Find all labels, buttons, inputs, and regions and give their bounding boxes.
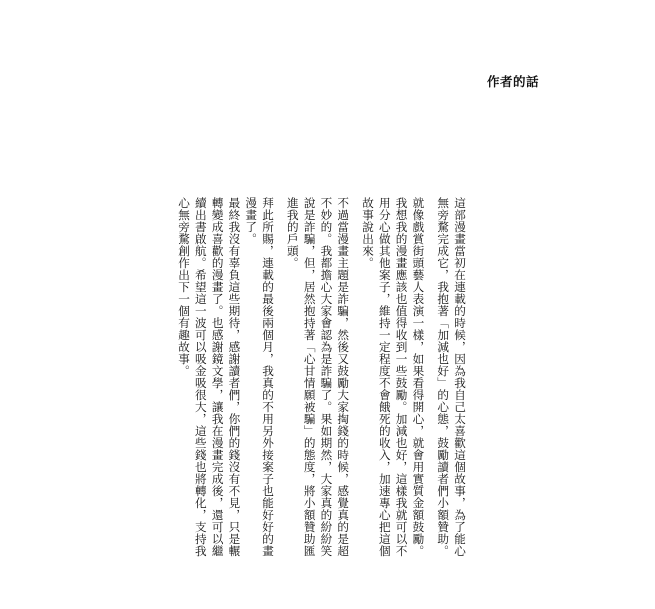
paragraph-4: 拜此所賜，連載的最後兩個月，我真的不用另外接案子也能好好的畫漫畫了。: [244, 197, 276, 557]
paragraph-3: 不過當漫畫主題是詐騙，然後又鼓勵大家掏錢的時候，感覺真的是超不妙的。我都擔心大家會認為是詐騙了。果如期然，大家真的紛紛笑說是詐騙，但，居然抱持著「心甘情願被騙」的態度，將小額贊助匯進我的戶頭。: [285, 197, 351, 557]
page-title: 作者的話: [486, 74, 539, 89]
paragraph-5: 最終我沒有辜負這些期待，感謝讀者們，你們的錢沒有不見，只是輾轉變成喜歡的漫畫了。也感謝鏡文學，讓我在漫畫完成後，還可以繼續出書啟航。希望這一波可以吸金吸很大，這些錢也將轉化，支持我心無旁騖創作出下一個有趣故事。: [177, 197, 242, 557]
vertical-body-text: [175, 197, 476, 557]
paragraph-2: 就像戲賞街頭藝人表演一樣，如果看得開心，就會用實質金額鼓勵。我想我的漫畫應該也值得收到一些鼓勵。加減也好，這樣我就可以不用分心做其他案子，維持一定程度不會餓死的收入，加速專心把這個故事說出來。: [361, 197, 426, 557]
paragraph-1: 這部漫畫當初在連載的時候，因為我自己太喜歡這個故事，為了能心無旁騖完成它，我抱著「加減也好」的心態，鼓勵讀者們小額贊助。: [436, 197, 467, 557]
